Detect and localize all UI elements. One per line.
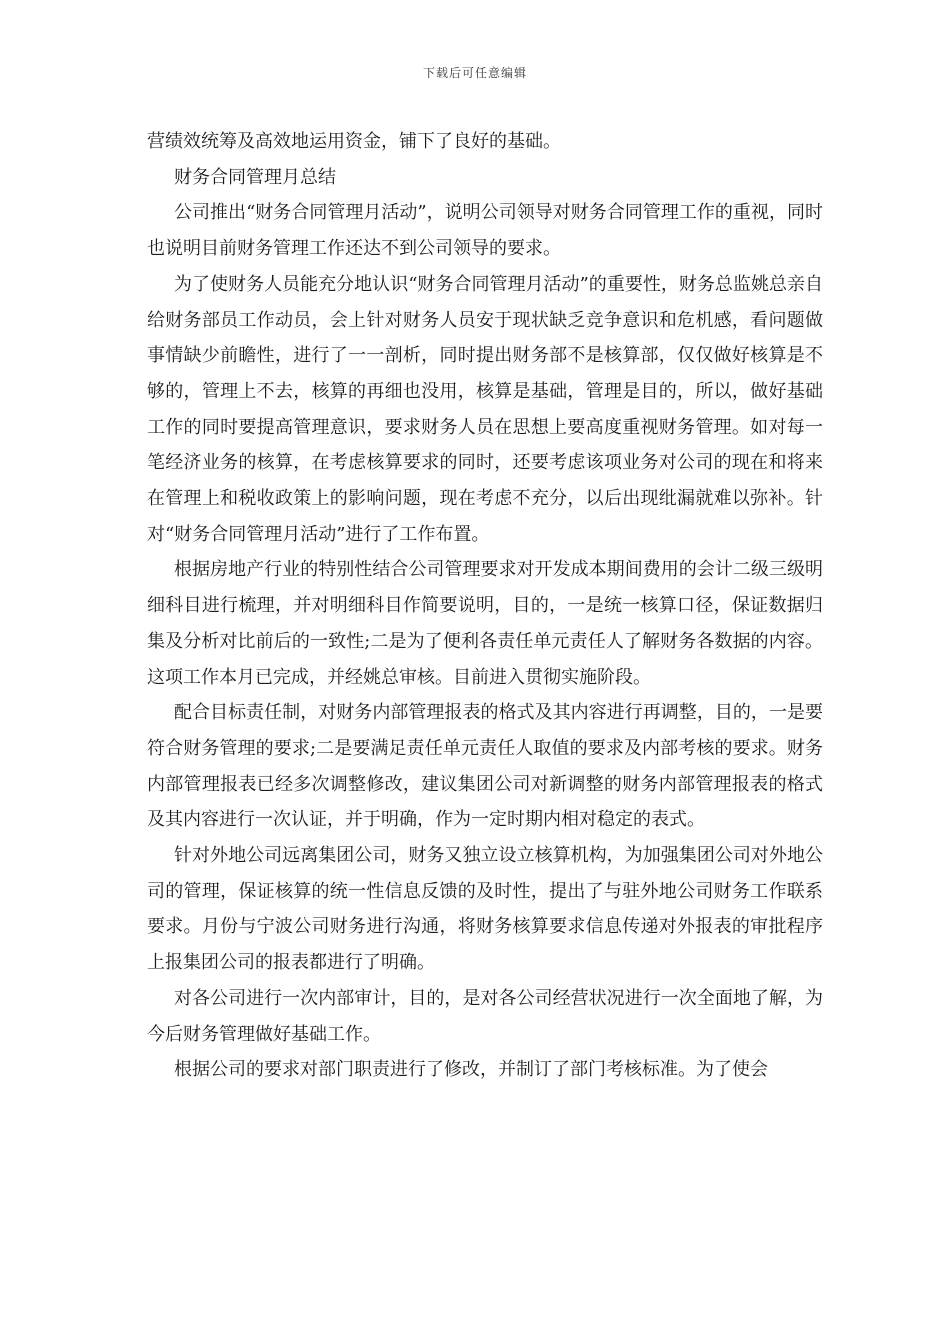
paragraph: 为了使财务人员能充分地认识“财务合同管理月活动”的重要性，财务总监姚总亲自给财务部员工作动员，会上针对财务人员安于现状缺乏竞争意识和危机感，看问题做事情缺少前瞻性，进行了一一剖析，同时提出财务部不是核算部，仅仅做好核算是不够的，管理上不去，核算的再细也没用，核算是基础，管理是目的，所以，做好基础工作的同时要提高管理意识，要求财务人员在思想上要高度重视财务管理。如对每一笔经济业务的核算，在考虑核算要求的同时，还要考虑该项业务对公司的现在和将来在管理上和税收政策上的影响问题，现在考虑不充分，以后出现纰漏就难以弥补。针对“财务合同管理月活动”进行了工作布置。 bbox=[147, 273, 823, 545]
paragraph: 公司推出“财务合同管理月活动”，说明公司领导对财务合同管理工作的重视，同时也说明目前财务管理工作还达不到公司领导的要求。 bbox=[147, 202, 823, 260]
paragraph: 营绩效统筹及高效地运用资金，铺下了良好的基础。 bbox=[147, 131, 561, 152]
paragraph: 针对外地公司远离集团公司，财务又独立设立核算机构，为加强集团公司对外地公司的管理，保证核算的统一性信息反馈的及时性，提出了与驻外地公司财务工作联系要求。月份与宁波公司财务进行沟通，将财务核算要求信息传递对外报表的审批程序上报集团公司的报表都进行了明确。 bbox=[147, 845, 823, 974]
section-title: 财务合同管理月总结 bbox=[174, 166, 336, 188]
document-body bbox=[147, 124, 823, 1088]
page-header: 下载后可任意编辑 bbox=[422, 66, 527, 80]
paragraph: 对各公司进行一次内部审计，目的，是对各公司经营状况进行一次全面地了解，为今后财务管理做好基础工作。 bbox=[147, 987, 823, 1045]
paragraph: 配合目标责任制，对财务内部管理报表的格式及其内容进行再调整，目的，一是要符合财务管理的要求;二是要满足责任单元责任人取值的要求及内部考核的要求。财务内部管理报表已经多次调整修改，建议集团公司对新调整的财务内部管理报表的格式及其内容进行一次认证，并于明确，作为一定时期内相对稳定的表式。 bbox=[147, 702, 823, 831]
paragraph: 根据公司的要求对部门职责进行了修改，并制订了部门考核标准。为了使会 bbox=[174, 1059, 768, 1081]
paragraph: 根据房地产行业的特别性结合公司管理要求对开发成本期间费用的会计二级三级明细科目进行梳理，并对明细科目作简要说明，目的，一是统一核算口径，保证数据归集及分析对比前后的一致性;二是为了便利各责任单元责任人了解财务各数据的内容。这项工作本月已完成，并经姚总审核。目前进入贯彻实施阶段。 bbox=[147, 559, 823, 688]
